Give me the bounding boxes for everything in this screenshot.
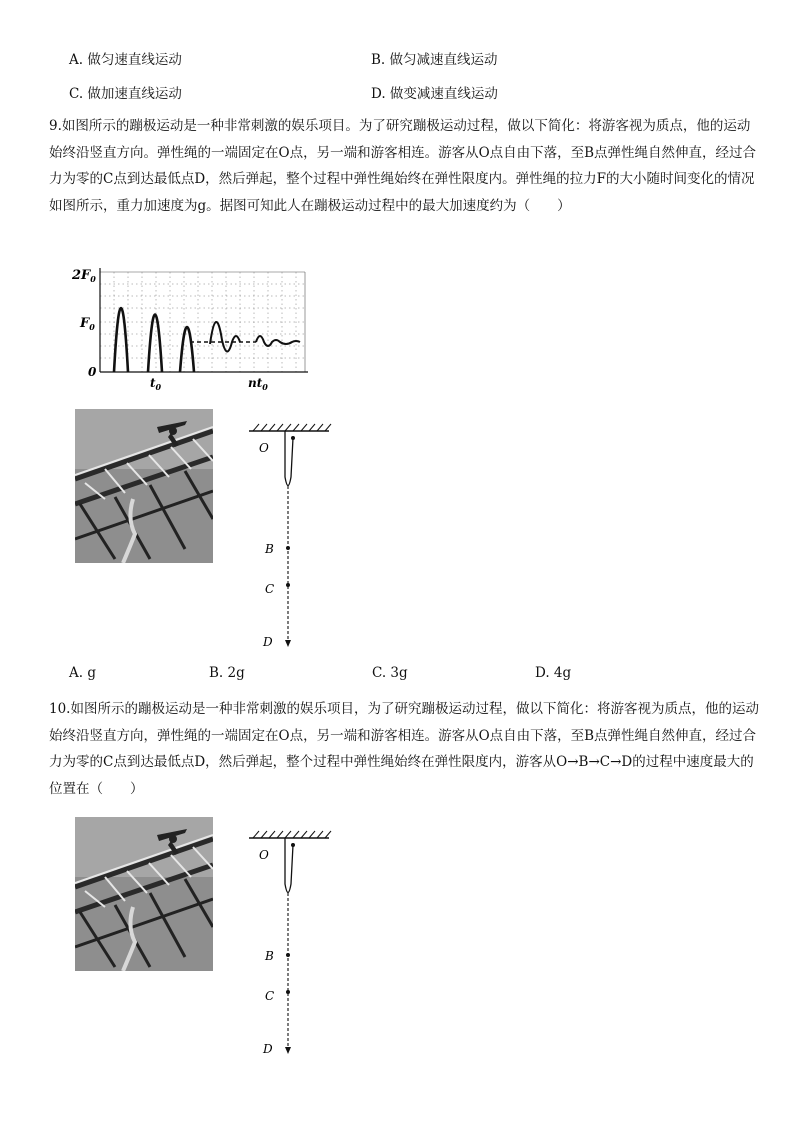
svg-text:F0	[79, 316, 95, 332]
svg-text:2F0	[71, 268, 96, 284]
question-10-text: 如图所示的蹦极运动是一种非常刺激的娱乐项目，为了研究蹦极运动过程，做以下简化：将游客视为质点，他的运动始终沿竖直方向，弹性绳的一端固定在O点，另一端和游客相连。游客从O点自由下落，至B点弹性绳自然伸直，经过合力为零的C点到达最低点D，然后弹起，整个过程中弹性绳始终在弹性限度内，游客从O→B→C→D的过程中速度最大的位置在（ ）	[49, 701, 759, 797]
diagram-label-o: O	[259, 441, 269, 455]
label-f0-sub: 0	[89, 322, 95, 332]
force-time-graph	[70, 262, 320, 396]
diagram-2-label-c: C	[265, 989, 275, 1003]
question-9-text: 如图所示的蹦极运动是一种非常刺激的娱乐项目。为了研究蹦极运动过程，做以下简化：将游客视为质点，他的运动始终沿竖直方向。弹性绳的一端固定在O点，另一端和游客相连。游客从O点自由下落，至B点弹性绳自然伸直，经过合力为零的C点到达最低点D，然后弹起，整个过程中弹性绳始终在弹性限度内。弹性绳的拉力F的大小随时间变化的情况如图所示，重力加速度为g。据图可知此人在蹦极运动过程中的最大加速度约为（ ）	[49, 118, 757, 214]
diagram-label-b: B	[265, 542, 274, 556]
question-9-number: 9.	[49, 118, 62, 134]
prev-option-d: D. 做变减速直线运动	[371, 86, 498, 102]
question-10-number: 10.	[49, 701, 71, 717]
label-origin: 0	[88, 365, 97, 379]
label-2f0: 2F	[72, 268, 91, 283]
diagram-label-c: C	[265, 582, 275, 596]
prev-option-a: A. 做匀速直线运动	[69, 52, 182, 68]
diagram-label-d: D	[263, 635, 273, 649]
diagram-2-label-d: D	[263, 1042, 273, 1056]
label-nt0: nt	[248, 376, 263, 390]
question-10	[49, 696, 759, 802]
rope-diagram-2	[245, 829, 335, 1065]
prev-option-b: B. 做匀减速直线运动	[371, 52, 498, 68]
label-t0-sub: 0	[155, 382, 162, 392]
bungee-photo-2	[75, 817, 213, 971]
label-2f0-sub: 0	[90, 274, 96, 284]
diagram-2-label-b: B	[265, 949, 274, 963]
question-9	[49, 113, 759, 219]
svg-text:t0	[150, 376, 162, 392]
label-f0: F	[80, 316, 90, 331]
label-t0: t	[150, 376, 156, 390]
q9-option-b: B. 2g	[209, 665, 245, 681]
prev-option-c: C. 做加速直线运动	[69, 86, 182, 102]
diagram-2-label-o: O	[259, 848, 269, 862]
q9-option-c: C. 3g	[372, 665, 408, 681]
q9-option-d: D. 4g	[535, 665, 572, 681]
bungee-photo	[75, 409, 213, 563]
rope-diagram	[245, 422, 335, 658]
svg-text:nt0	[248, 376, 268, 392]
label-nt0-sub: 0	[262, 382, 268, 392]
q9-option-a: A. g	[69, 665, 96, 681]
